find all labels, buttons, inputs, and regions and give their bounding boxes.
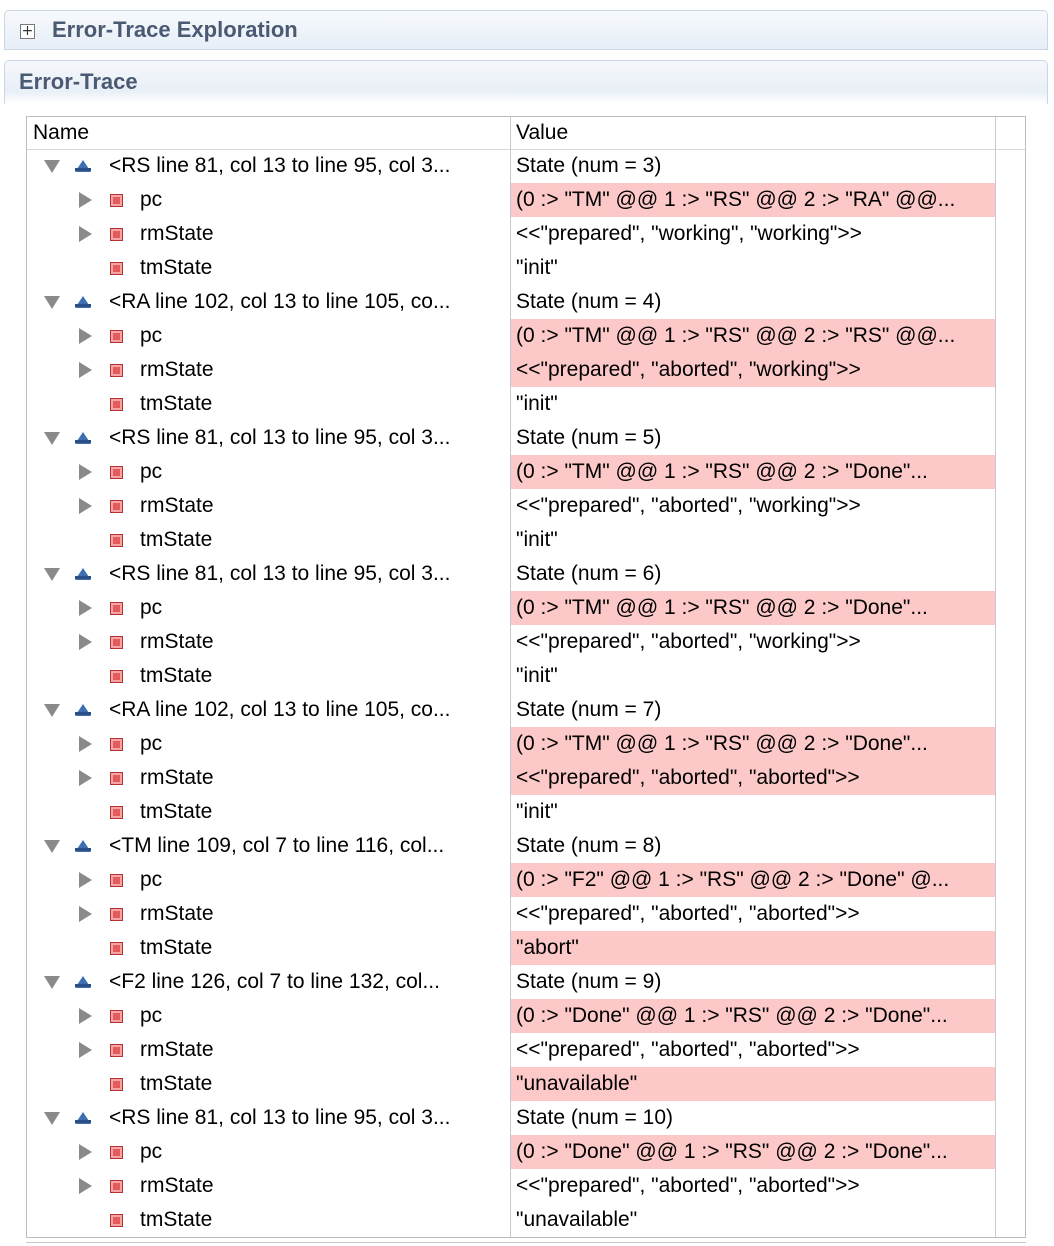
variable-name-cell[interactable] — [27, 251, 509, 285]
state-triangle-icon — [75, 840, 91, 852]
variable-value-cell[interactable]: "abort" — [511, 931, 995, 965]
disclosure-closed-icon[interactable] — [79, 362, 92, 378]
variable-row-tmState[interactable] — [27, 251, 1025, 285]
variable-name-cell[interactable] — [27, 183, 509, 217]
state-triangle-icon — [75, 704, 91, 716]
variable-row-pc[interactable] — [27, 591, 1025, 625]
variable-label: rmState — [140, 902, 214, 925]
variable-name-cell[interactable] — [27, 591, 509, 625]
variable-square-icon — [110, 364, 123, 377]
disclosure-closed-icon[interactable] — [79, 872, 92, 888]
variable-name-cell[interactable] — [27, 489, 509, 523]
variable-label: tmState — [140, 1072, 213, 1095]
variable-name-cell[interactable] — [27, 523, 509, 557]
variable-label: pc — [140, 324, 163, 347]
disclosure-closed-icon[interactable] — [79, 192, 92, 208]
variable-square-icon — [110, 262, 123, 275]
variable-square-icon — [110, 1214, 123, 1227]
variable-value-cell[interactable]: "init" — [516, 392, 558, 415]
variable-row-rmState[interactable] — [27, 761, 1025, 795]
state-row[interactable] — [27, 965, 1025, 999]
variable-label: pc — [140, 732, 163, 755]
variable-label: rmState — [140, 222, 214, 245]
variable-square-icon — [110, 194, 123, 207]
disclosure-closed-icon[interactable] — [79, 600, 92, 616]
state-label: <RS line 81, col 13 to line 95, col 3... — [109, 562, 451, 585]
variable-square-icon — [110, 1044, 123, 1057]
variable-square-icon — [110, 636, 123, 649]
disclosure-closed-icon[interactable] — [79, 1144, 92, 1160]
disclosure-closed-icon[interactable] — [79, 464, 92, 480]
variable-row-pc[interactable] — [27, 319, 1025, 353]
variable-label: tmState — [140, 392, 213, 415]
state-row[interactable] — [27, 149, 1025, 183]
variable-row-rmState[interactable] — [27, 625, 1025, 659]
variable-label: rmState — [140, 1174, 214, 1197]
variable-square-icon — [110, 1010, 123, 1023]
variable-label: pc — [140, 460, 163, 483]
variable-label: tmState — [140, 1208, 213, 1231]
error-trace-header[interactable] — [4, 60, 1048, 104]
variable-row-rmState[interactable] — [27, 897, 1025, 931]
state-label: <RA line 102, col 13 to line 105, co... — [109, 290, 451, 313]
state-value-cell[interactable]: State (num = 8) — [516, 834, 662, 857]
disclosure-closed-icon[interactable] — [79, 906, 92, 922]
variable-name-cell[interactable] — [27, 625, 509, 659]
variable-square-icon — [110, 1078, 123, 1091]
state-label: <RA line 102, col 13 to line 105, co... — [109, 698, 451, 721]
disclosure-open-icon[interactable] — [44, 704, 60, 717]
variable-row-tmState[interactable] — [27, 1203, 1025, 1237]
variable-value-cell[interactable]: "unavailable" — [516, 1208, 638, 1231]
disclosure-open-icon[interactable] — [44, 432, 60, 445]
tree-bottom-border — [26, 1242, 1026, 1243]
disclosure-closed-icon[interactable] — [79, 226, 92, 242]
variable-value-cell[interactable]: <<"prepared", "working", "working">> — [516, 222, 862, 245]
variable-value-cell[interactable]: (0 :> "TM" @@ 1 :> "RS" @@ 2 :> "Done"... — [511, 591, 995, 625]
variable-row-tmState[interactable] — [27, 659, 1025, 693]
trace-rows — [27, 149, 1025, 1237]
expand-plus-icon[interactable]: + — [21, 23, 34, 39]
variable-label: rmState — [140, 1038, 214, 1061]
variable-row-tmState[interactable] — [27, 1067, 1025, 1101]
state-name-cell[interactable] — [27, 693, 509, 727]
variable-value-cell[interactable]: (0 :> "Done" @@ 1 :> "RS" @@ 2 :> "Done"... — [511, 999, 995, 1033]
variable-value-cell[interactable]: "init" — [516, 800, 558, 823]
variable-value-cell[interactable]: <<"prepared", "aborted", "aborted">> — [516, 1174, 860, 1197]
variable-label: rmState — [140, 630, 214, 653]
variable-name-cell[interactable] — [27, 1135, 509, 1169]
state-value-cell[interactable]: State (num = 3) — [516, 154, 662, 177]
variable-value-cell[interactable]: (0 :> "Done" @@ 1 :> "RS" @@ 2 :> "Done"... — [511, 1135, 995, 1169]
state-value-cell[interactable]: State (num = 10) — [516, 1106, 673, 1129]
state-label: <TM line 109, col 7 to line 116, col... — [109, 834, 445, 857]
variable-value-cell[interactable]: "init" — [516, 664, 558, 687]
variable-square-icon — [110, 772, 123, 785]
variable-name-cell[interactable] — [27, 727, 509, 761]
variable-square-icon — [110, 908, 123, 921]
variable-label: tmState — [140, 664, 213, 687]
state-value-cell[interactable]: State (num = 9) — [516, 970, 662, 993]
variable-label: tmState — [140, 936, 213, 959]
state-row[interactable] — [27, 285, 1025, 319]
variable-value-cell[interactable]: <<"prepared", "aborted", "aborted">> — [511, 761, 995, 795]
variable-label: pc — [140, 596, 163, 619]
state-label: <RS line 81, col 13 to line 95, col 3... — [109, 426, 451, 449]
disclosure-open-icon[interactable] — [44, 160, 60, 173]
variable-name-cell[interactable] — [27, 1169, 509, 1203]
variable-label: tmState — [140, 528, 213, 551]
variable-square-icon — [110, 398, 123, 411]
variable-row-rmState[interactable] — [27, 217, 1025, 251]
variable-square-icon — [110, 228, 123, 241]
variable-row-tmState[interactable] — [27, 523, 1025, 557]
state-triangle-icon — [75, 296, 91, 308]
state-row[interactable] — [27, 1101, 1025, 1135]
column-header-name[interactable]: Name — [33, 121, 90, 144]
variable-square-icon — [110, 670, 123, 683]
variable-name-cell[interactable] — [27, 659, 509, 693]
disclosure-closed-icon[interactable] — [79, 1042, 92, 1058]
variable-square-icon — [110, 534, 123, 547]
state-triangle-icon — [75, 976, 91, 988]
variable-value-cell[interactable]: (0 :> "TM" @@ 1 :> "RS" @@ 2 :> "Done"... — [511, 727, 995, 761]
state-name-cell[interactable] — [27, 285, 509, 319]
disclosure-open-icon[interactable] — [44, 568, 60, 581]
state-label: <RS line 81, col 13 to line 95, col 3... — [109, 154, 451, 177]
variable-label: tmState — [140, 800, 213, 823]
state-triangle-icon — [75, 568, 91, 580]
disclosure-closed-icon[interactable] — [79, 770, 92, 786]
variable-name-cell[interactable] — [27, 353, 509, 387]
state-name-cell[interactable] — [27, 149, 509, 183]
variable-row-tmState[interactable] — [27, 795, 1025, 829]
variable-row-rmState[interactable] — [27, 489, 1025, 523]
variable-value-cell[interactable]: <<"prepared", "aborted", "working">> — [511, 353, 995, 387]
variable-label: pc — [140, 188, 163, 211]
variable-value-cell[interactable]: <<"prepared", "aborted", "working">> — [516, 494, 861, 517]
variable-row-pc[interactable] — [27, 727, 1025, 761]
variable-square-icon — [110, 738, 123, 751]
variable-label: pc — [140, 1004, 163, 1027]
error-trace-exploration-title[interactable]: Error-Trace Exploration — [52, 17, 298, 42]
variable-name-cell[interactable] — [27, 931, 509, 965]
disclosure-closed-icon[interactable] — [79, 328, 92, 344]
variable-name-cell[interactable] — [27, 897, 509, 931]
variable-value-cell[interactable]: <<"prepared", "aborted", "aborted">> — [516, 1038, 860, 1061]
variable-row-tmState[interactable] — [27, 387, 1025, 421]
variable-row-pc[interactable] — [27, 863, 1025, 897]
variable-value-cell[interactable]: "init" — [516, 528, 558, 551]
variable-value-cell[interactable]: <<"prepared", "aborted", "working">> — [516, 630, 861, 653]
variable-row-tmState[interactable] — [27, 931, 1025, 965]
column-header-value[interactable]: Value — [516, 121, 569, 144]
variable-value-cell[interactable]: (0 :> "TM" @@ 1 :> "RS" @@ 2 :> "RS" @@... — [511, 319, 995, 353]
disclosure-closed-icon[interactable] — [79, 498, 92, 514]
variable-name-cell[interactable] — [27, 387, 509, 421]
variable-square-icon — [110, 330, 123, 343]
variable-name-cell[interactable] — [27, 319, 509, 353]
disclosure-open-icon[interactable] — [44, 840, 60, 853]
variable-row-rmState[interactable] — [27, 1033, 1025, 1067]
variable-name-cell[interactable] — [27, 1203, 509, 1237]
variable-name-cell[interactable] — [27, 217, 509, 251]
variable-square-icon — [110, 602, 123, 615]
variable-row-pc[interactable] — [27, 999, 1025, 1033]
state-name-cell[interactable] — [27, 421, 509, 455]
variable-square-icon — [110, 874, 123, 887]
variable-name-cell[interactable] — [27, 761, 509, 795]
state-row[interactable] — [27, 421, 1025, 455]
variable-name-cell[interactable] — [27, 863, 509, 897]
variable-square-icon — [110, 500, 123, 513]
variable-square-icon — [110, 806, 123, 819]
error-trace-title[interactable]: Error-Trace — [19, 69, 138, 94]
disclosure-closed-icon[interactable] — [79, 1178, 92, 1194]
state-value-cell[interactable]: State (num = 5) — [516, 426, 662, 449]
variable-label: rmState — [140, 494, 214, 517]
variable-square-icon — [110, 942, 123, 955]
error-trace-exploration-header[interactable] — [4, 10, 1048, 50]
variable-square-icon — [110, 466, 123, 479]
state-value-cell[interactable]: State (num = 7) — [516, 698, 662, 721]
variable-label: pc — [140, 868, 163, 891]
variable-value-cell[interactable]: <<"prepared", "aborted", "aborted">> — [516, 902, 860, 925]
variable-value-cell[interactable]: (0 :> "F2" @@ 1 :> "RS" @@ 2 :> "Done" @... — [511, 863, 995, 897]
variable-name-cell[interactable] — [27, 1067, 509, 1101]
disclosure-open-icon[interactable] — [44, 976, 60, 989]
variable-value-cell[interactable]: "unavailable" — [511, 1067, 995, 1101]
variable-value-cell[interactable]: (0 :> "TM" @@ 1 :> "RS" @@ 2 :> "RA" @@... — [511, 183, 995, 217]
state-triangle-icon — [75, 1112, 91, 1124]
state-name-cell[interactable] — [27, 829, 509, 863]
state-name-cell[interactable] — [27, 1101, 509, 1135]
error-trace-tree[interactable] — [26, 116, 1026, 1238]
state-value-cell[interactable]: State (num = 6) — [516, 562, 662, 585]
state-row[interactable] — [27, 693, 1025, 727]
state-label: <RS line 81, col 13 to line 95, col 3... — [109, 1106, 451, 1129]
state-name-cell[interactable] — [27, 557, 509, 591]
state-row[interactable] — [27, 829, 1025, 863]
variable-label: pc — [140, 1140, 163, 1163]
variable-name-cell[interactable] — [27, 1033, 509, 1067]
variable-row-pc[interactable] — [27, 455, 1025, 489]
disclosure-closed-icon[interactable] — [79, 634, 92, 650]
variable-label: rmState — [140, 766, 214, 789]
state-triangle-icon — [75, 432, 91, 444]
variable-value-cell[interactable]: (0 :> "TM" @@ 1 :> "RS" @@ 2 :> "Done"... — [511, 455, 995, 489]
state-label: <F2 line 126, col 7 to line 132, col... — [109, 970, 440, 993]
disclosure-open-icon[interactable] — [44, 1112, 60, 1125]
variable-value-cell[interactable]: "init" — [516, 256, 558, 279]
variable-square-icon — [110, 1180, 123, 1193]
disclosure-closed-icon[interactable] — [79, 736, 92, 752]
variable-name-cell[interactable] — [27, 455, 509, 489]
state-value-cell[interactable]: State (num = 4) — [516, 290, 662, 313]
disclosure-open-icon[interactable] — [44, 296, 60, 309]
column-divider-right — [995, 117, 996, 1237]
disclosure-closed-icon[interactable] — [79, 1008, 92, 1024]
variable-row-pc[interactable] — [27, 1135, 1025, 1169]
state-row[interactable] — [27, 557, 1025, 591]
state-triangle-icon — [75, 160, 91, 172]
variable-name-cell[interactable] — [27, 999, 509, 1033]
variable-label: tmState — [140, 256, 213, 279]
variable-row-rmState[interactable] — [27, 353, 1025, 387]
variable-row-rmState[interactable] — [27, 1169, 1025, 1203]
variable-name-cell[interactable] — [27, 795, 509, 829]
variable-label: rmState — [140, 358, 214, 381]
state-name-cell[interactable] — [27, 965, 509, 999]
variable-square-icon — [110, 1146, 123, 1159]
column-divider[interactable] — [510, 117, 511, 1237]
variable-row-pc[interactable] — [27, 183, 1025, 217]
